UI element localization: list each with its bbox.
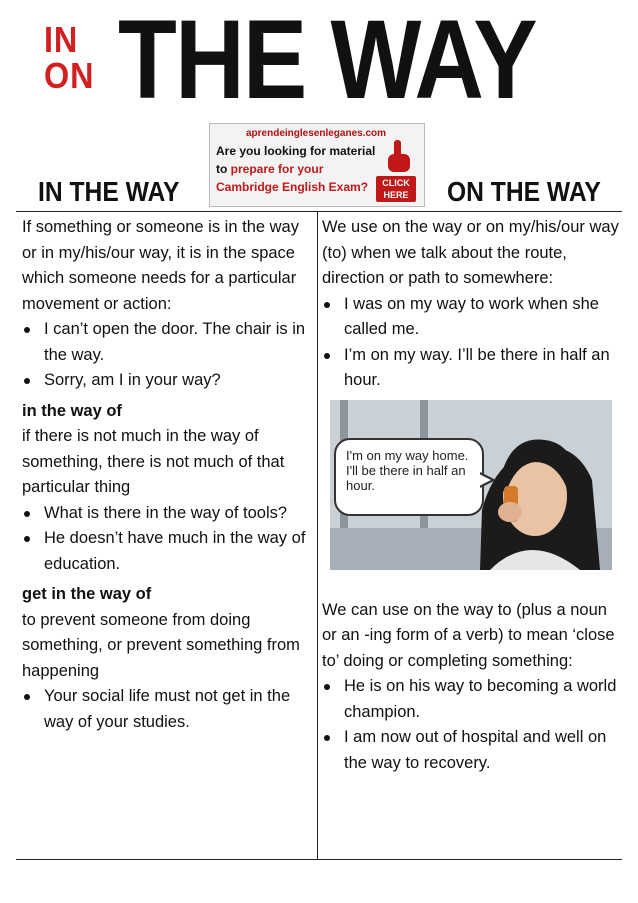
left-subheading-2: get in the way of	[22, 585, 152, 603]
speech-bubble-tail-fill	[479, 474, 491, 486]
left-examples-1	[22, 317, 314, 394]
ad-line-2	[216, 162, 323, 176]
left-subheading-1: in the way of	[22, 401, 122, 420]
pointing-hand-icon	[380, 138, 416, 174]
ad-line-3: Cambridge English Exam?	[216, 180, 369, 194]
list-item: Sorry, am I in your way?	[22, 368, 314, 394]
bullet-icon	[324, 302, 330, 308]
bullet-icon	[324, 735, 330, 741]
list-item: He is on his way to becoming a world champion.	[322, 674, 622, 725]
table-bottom-divider	[16, 859, 622, 860]
right-intro: We use on the way or on my/his/our way (to) when we talk about the route, direction or path to somewhere:	[322, 218, 619, 287]
list-item: I was on my way to work when she called me.	[322, 292, 622, 343]
left-sub1-text: if there is not much in the way of something, there is not much of that particular thing	[22, 427, 285, 496]
header-on-the-way: ON THE WAY	[447, 176, 601, 207]
speech-bubble: I'm on my way home. I'll be there in half an hour.	[334, 438, 484, 516]
ad-line-1: Are you looking for material	[216, 144, 376, 158]
in-on-label	[44, 19, 100, 96]
advert-banner[interactable]	[209, 123, 425, 207]
ad-site-url[interactable]: aprendeinglesenleganes.com	[246, 128, 387, 139]
left-column	[22, 215, 314, 735]
right-examples-1	[322, 292, 622, 394]
ad-line-2-plain: to	[216, 162, 231, 176]
list-item: I can’t open the door. The chair is in the way.	[22, 317, 314, 368]
column-divider	[317, 212, 318, 860]
list-item: I am now out of hospital and well on the way to recovery.	[322, 725, 622, 776]
bullet-icon	[24, 378, 30, 384]
title-banner	[0, 0, 638, 125]
page-title: THE WAY	[118, 0, 536, 122]
list-item: Your social life must not get in the way of your studies.	[22, 684, 314, 735]
bullet-icon	[324, 353, 330, 359]
title-in: IN	[44, 19, 79, 60]
header-in-the-way: IN THE WAY	[38, 176, 180, 207]
click-here-button[interactable]: CLICK HERE	[376, 176, 416, 202]
left-examples-2	[22, 501, 314, 578]
right-column	[322, 215, 622, 776]
bullet-icon	[24, 511, 30, 517]
right-examples-2	[322, 674, 622, 776]
right-intro-2: We can use on the way to (plus a noun or an -ing form of a verb) to mean ‘close to’ doing or completing something:	[322, 600, 615, 670]
bullet-icon	[24, 694, 30, 700]
left-examples-3	[22, 684, 314, 735]
phone-call-photo	[330, 400, 612, 570]
bullet-icon	[24, 536, 30, 542]
left-intro: If something or someone is in the way or in my/his/our way, it is in the space which someone needs for a particular movement or action:	[22, 218, 299, 313]
table-top-divider	[16, 211, 622, 212]
list-item: He doesn’t have much in the way of education.	[22, 526, 314, 577]
spacer	[322, 570, 622, 598]
list-item: What is there in the way of tools?	[22, 501, 314, 527]
ad-line-2-highlight: prepare for your	[230, 162, 324, 176]
left-sub2-text: to prevent someone from doing something, or prevent something from happening	[22, 610, 300, 680]
list-item: I’m on my way. I’ll be there in half an hour.	[322, 343, 622, 394]
bullet-icon	[324, 684, 330, 690]
bullet-icon	[24, 327, 30, 333]
title-on: ON	[44, 55, 95, 96]
